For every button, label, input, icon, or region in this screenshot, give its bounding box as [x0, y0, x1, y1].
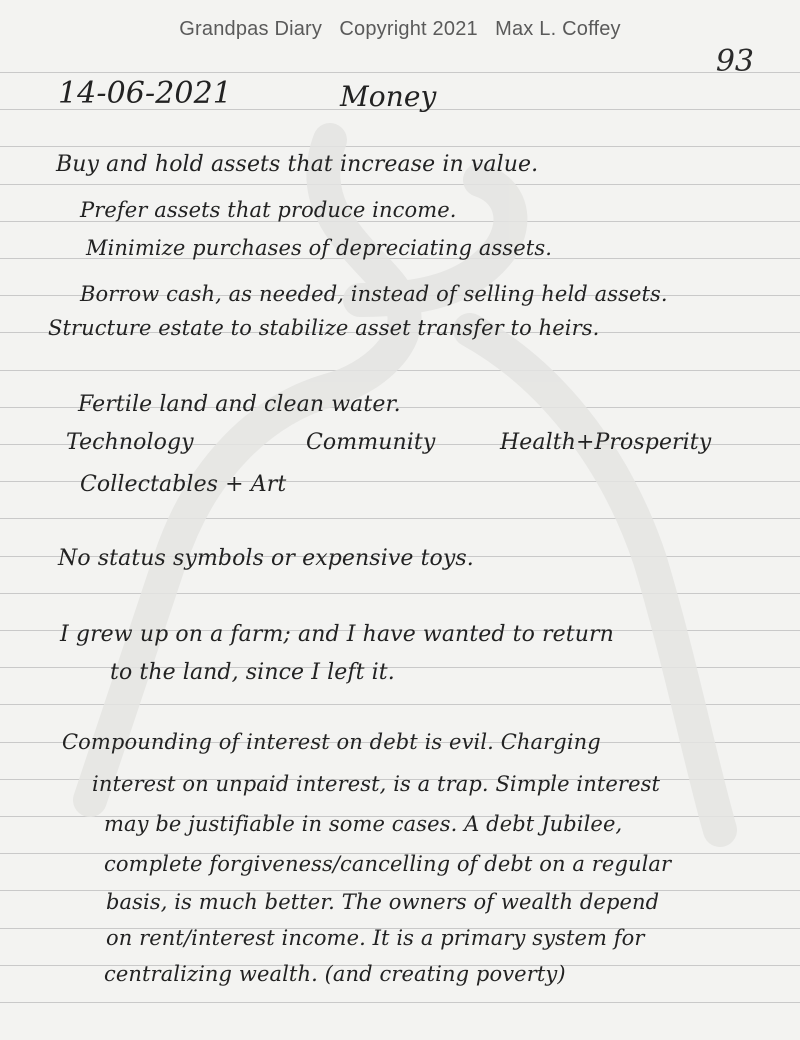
item-collectables-art: Collectables + Art: [80, 472, 287, 497]
page-number: 93: [715, 44, 754, 79]
line-justifiable-jubilee: may be justifiable in some cases. A debt Jubilee,: [104, 812, 623, 836]
line-prefer-income-assets: Prefer assets that produce income.: [80, 198, 457, 222]
line-rent-interest-income: on rent/interest income. It is a primary system for: [106, 926, 645, 950]
line-centralizing-wealth: centralizing wealth. (and creating poverty): [104, 962, 566, 986]
line-compounding-interest: Compounding of interest on debt is evil. Charging: [62, 730, 601, 754]
entry-subject: Money: [340, 80, 437, 113]
line-interest-on-unpaid: interest on unpaid interest, is a trap. Simple interest: [92, 772, 661, 796]
line-borrow-cash: Borrow cash, as needed, instead of selling held assets.: [80, 282, 668, 306]
line-structure-estate: Structure estate to stabilize asset transfer to heirs.: [48, 316, 600, 340]
diary-title: Grandpas Diary: [179, 18, 323, 40]
line-complete-forgiveness: complete forgiveness/cancelling of debt on a regular: [104, 852, 672, 876]
line-much-better: basis, is much better. The owners of wealth depend: [106, 890, 660, 914]
line-buy-and-hold: Buy and hold assets that increase in value.: [56, 152, 539, 177]
item-technology: Technology: [66, 430, 194, 455]
line-minimize-depreciating: Minimize purchases of depreciating assets.: [86, 236, 552, 260]
page-header: [0, 18, 800, 41]
line-return-to-land: to the land, since I left it.: [110, 660, 395, 685]
line-grew-up-on-farm: I grew up on a farm; and I have wanted to return: [60, 622, 614, 647]
line-fertile-land: Fertile land and clean water.: [78, 392, 401, 417]
entry-date: 14-06-2021: [58, 76, 232, 111]
item-community: Community: [306, 430, 436, 455]
item-health-prosperity: Health+Prosperity: [500, 430, 712, 455]
copyright-text: Copyright 2021: [339, 18, 478, 40]
line-no-status-symbols: No status symbols or expensive toys.: [58, 546, 474, 571]
author-name: Max L. Coffey: [495, 18, 621, 40]
